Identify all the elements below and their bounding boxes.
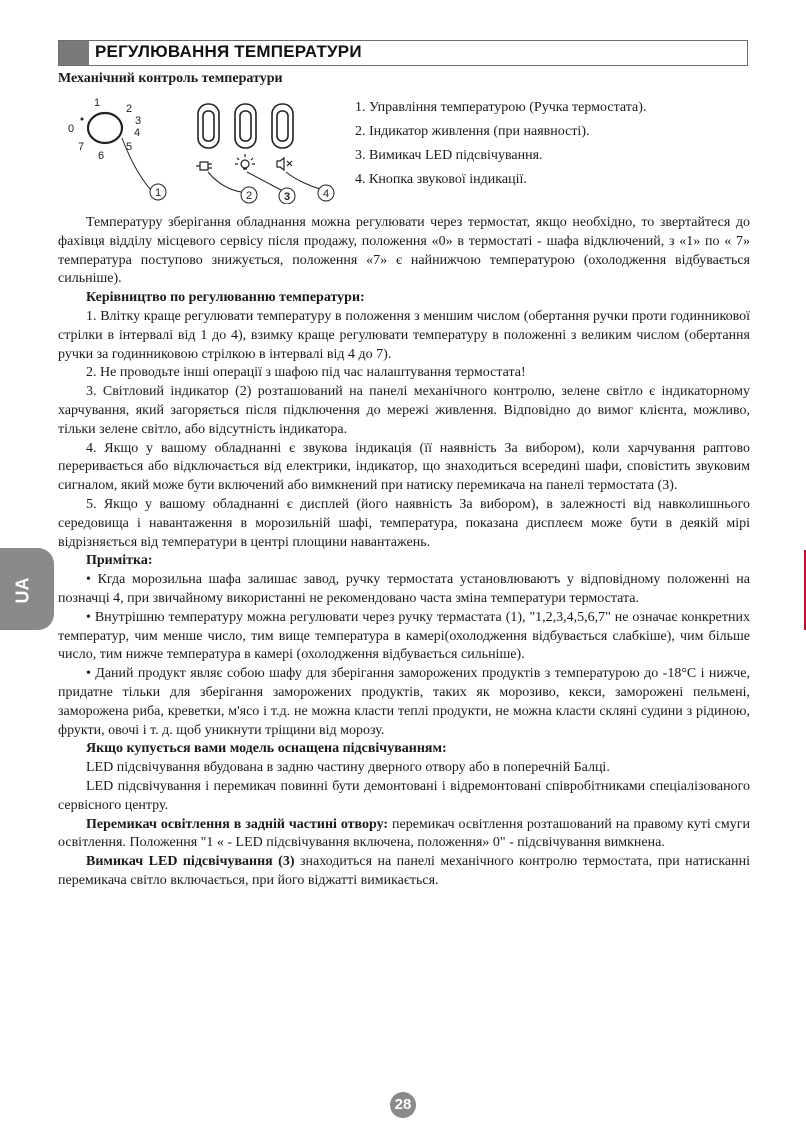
language-tab bbox=[0, 548, 54, 630]
note-item-1: • Кгда морозильна шафа залишає завод, ручку термостата установлюваютъ у відповідному положенні на позначці 4, при звичайному використанні не рекомендовано часта зміна температури термостата. bbox=[58, 572, 750, 606]
dial-number-1: 1 bbox=[94, 97, 101, 109]
dial-number-4: 4 bbox=[134, 127, 141, 139]
led-switch-heading: Перемикач освітлення в задній частині отвору: bbox=[86, 816, 389, 832]
led-paragraph-1: LED підсвічування вбудована в задню частину дверного отвору або в поперечній Балці. bbox=[86, 760, 610, 776]
header-marker bbox=[59, 41, 89, 65]
diagram-legend bbox=[355, 96, 646, 192]
led-button-text: знаходиться на панелі механічного контролю термостата, при натисканні перемикача світло включається, при його віджатті вимикається. bbox=[58, 854, 751, 888]
callout-4: 4 bbox=[322, 188, 330, 200]
dial-number-7: 7 bbox=[78, 141, 85, 153]
guide-item-2: 2. Не проводьте інші операції з шафою під час налаштування термостата! bbox=[86, 365, 526, 381]
guide-item-5: 5. Якщо у вашому обладнанні є дисплей (його наявність За вибором), в залежності від навколишнього середовища і навантаження в морозильній шафі, температура, показана дисплеєм може бути в деякій мірі відрізняється від температури в центрі площини навантажень. bbox=[58, 496, 750, 550]
legend-item: 2. Індикатор живлення (при наявності). bbox=[355, 124, 590, 139]
dial-number-6: 6 bbox=[98, 150, 105, 162]
subsection-title: Механічний контроль температури bbox=[58, 71, 283, 86]
plug-icon bbox=[196, 162, 212, 170]
legend-item: 4. Кнопка звукової індикації. bbox=[355, 172, 527, 187]
note-item-3: • Даний продукт являє собою шафу для зберігання заморожених продуктів з температурою до -18°С і нижче, придатне тільки для зберігання заморожених продуктів, таких як морозиво, кекси, заморожені пельмені, заморожена риба, креветки, м'ясо і т.д. не можна класти теплі продукти, не можна класти скляні судини з рідиною, фрукти, овочі і т. д. щоб уникнути тріщини від морозу. bbox=[58, 666, 750, 738]
speaker-mute-icon bbox=[277, 158, 292, 170]
legend-item: 1. Управління температурою (Ручка термостата). bbox=[355, 100, 647, 115]
dial-number-3: 3 bbox=[135, 115, 142, 127]
guide-item-4: 4. Якщо у вашому обладнанні є звукова індикація (її наявність За вибором), коли харчування раптово переривається або відключається від електрики, індикатор, що знаходиться всередині шафи, сповістить звуковим сигналом, який може бути включений або вимкнений при натиску перемикача на панелі термостата (3). bbox=[58, 440, 750, 494]
dial-number-5: 5 bbox=[126, 141, 133, 153]
dial-number-2: 2 bbox=[126, 103, 133, 115]
led-button-heading: Вимикач LED підсвічування (3) bbox=[86, 854, 295, 870]
callout-2: 2 bbox=[245, 190, 253, 202]
note-item-2: • Внутрішню температуру можна регулювати через ручку термастата (1), "1,2,3,4,5,6,7" не означає конкретних температур, чим менше число, тим вище температура в камері(охолодження відбувається слабкіше), чим більше число, тим нижче температура в камері (охолодження відбувається сильніше). bbox=[58, 609, 750, 663]
callout-3: 3 bbox=[283, 191, 291, 203]
led-switch-text: перемикач освітлення розташований на правому куті смуги освітлення. Положення "1 « - LED підсвічування включена, положення» 0" - підсвічування вимкнена. bbox=[58, 816, 750, 851]
intro-paragraph: Температуру зберігання обладнання можна регулювати через термостат, якщо необхідно, то звертайтеся до фахівця відділу місцевого сервісу після продажу, положення «0» в термостаті - шафа відключений, з «1» по « 7» температура поступово знижується, положення «7» є найнижчою температурою (охолодження відбувається сильніше). bbox=[58, 215, 750, 287]
led-paragraph-3 bbox=[58, 816, 750, 854]
guide-item-1: 1. Влітку краще регулювати температуру в положення з меншим числом (обертання ручки проти годинникової стрілки в інтервалі від 1 до 4), взимку краще регулювати температуру в положенні з великим числом (обертання ручки за годинниковою стрілкою в інтервалі від 4 до 7). bbox=[58, 308, 750, 362]
page-number: 28 bbox=[390, 1092, 416, 1118]
guide-item-3: 3. Світловий індикатор (2) розташований на панелі механічного контролю, зелене світло є індикаторному харчування, який загоряється після підключення до мережі живлення. Відповідно до вимог клієнта, можливо, тільки зелене світло, або відсутність індикатора. bbox=[58, 384, 750, 437]
led-paragraph-4 bbox=[58, 853, 750, 891]
note-heading: Примітка: bbox=[86, 553, 153, 569]
light-bulb-icon bbox=[235, 154, 255, 169]
led-heading: Якщо купується вами модель оснащена підсвічуванням: bbox=[86, 741, 447, 757]
thermostat-knob-icon bbox=[88, 113, 122, 143]
led-paragraph-2: LED підсвічування і перемикач повинні бути демонтовані і відремонтовані співробітниками спеціалізованого сервісного центру. bbox=[58, 778, 750, 813]
control-panel-diagram bbox=[58, 92, 348, 204]
section-header bbox=[58, 40, 748, 66]
language-tab-label: UA bbox=[12, 577, 33, 604]
legend-item: 3. Вимикач LED підсвічування. bbox=[355, 148, 543, 163]
callout-1: 1 bbox=[154, 187, 162, 199]
dial-number-0: 0 bbox=[68, 123, 75, 135]
section-title: РЕГУЛЮВАННЯ ТЕМПЕРАТУРИ bbox=[95, 42, 362, 61]
guide-heading: Керівництво по регулюванню температури: bbox=[86, 290, 365, 306]
body-text bbox=[58, 214, 750, 891]
